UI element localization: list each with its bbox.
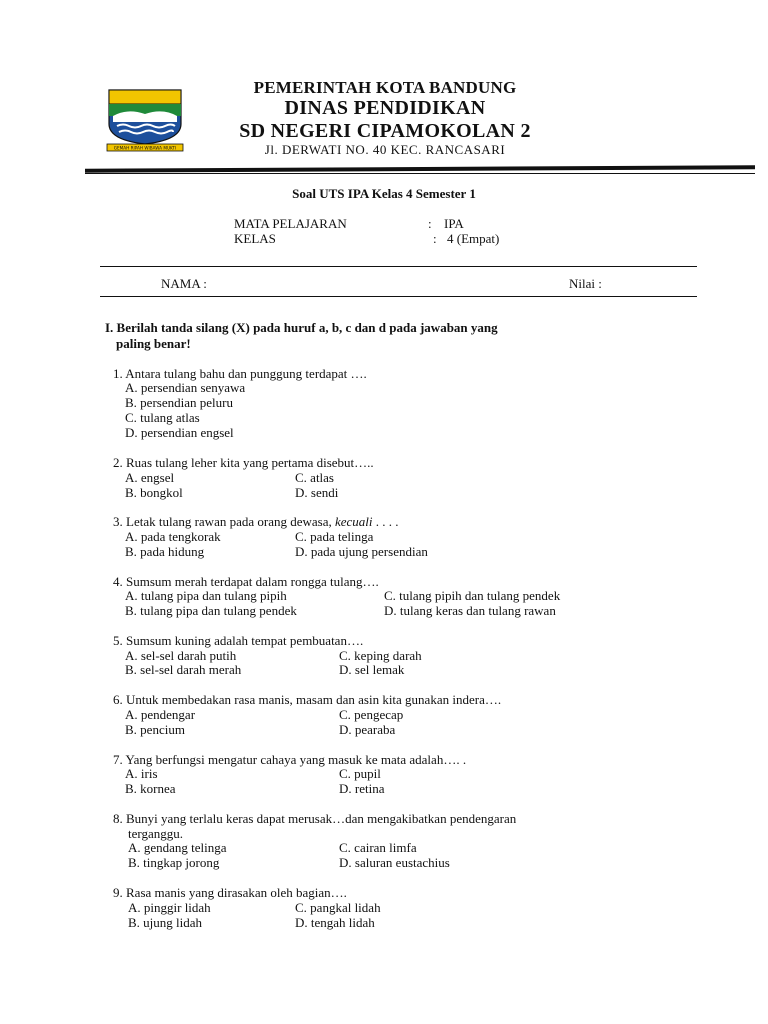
subject-value: IPA [444, 216, 464, 231]
question-4-option-b[interactable]: B. tulang pipa dan tulang pendek [125, 603, 297, 618]
header-government: PEMERINTAH KOTA BANDUNG [253, 78, 517, 97]
question-9-option-a[interactable]: A. pinggir lidah [128, 900, 211, 915]
question-9-option-b[interactable]: B. ujung lidah [128, 915, 203, 930]
question-7-option-a[interactable]: A. iris [125, 766, 158, 781]
question-4-option-a[interactable]: A. tulang pipa dan tulang pipih [125, 588, 287, 603]
header-school: SD NEGERI CIPAMOKOLAN 2 [239, 120, 531, 142]
score-label: Nilai : [569, 276, 602, 291]
question-1-stem: 1. Antara tulang bahu dan punggung terdapat …. [113, 366, 367, 381]
question-5-option-a[interactable]: A. sel-sel darah putih [125, 648, 237, 663]
name-box-top-line [100, 266, 697, 267]
question-9-option-d[interactable]: D. tengah lidah [295, 915, 375, 930]
question-5-stem: 5. Sumsum kuning adalah tempat pembuatan…. [113, 633, 364, 648]
question-6-option-d[interactable]: D. pearaba [339, 722, 396, 737]
header-address: Jl. DERWATI NO. 40 KEC. RANCASARI [264, 142, 506, 157]
question-3-option-c[interactable]: C. pada telinga [295, 529, 374, 544]
question-5-option-c[interactable]: C. keping darah [339, 648, 422, 663]
instruction-line-2: paling benar! [116, 336, 191, 351]
question-8-option-c[interactable]: C. cairan limfa [339, 840, 417, 855]
question-2-option-b[interactable]: B. bongkol [125, 485, 183, 500]
question-7-option-d[interactable]: D. retina [339, 781, 385, 796]
question-4-option-c[interactable]: C. tulang pipih dan tulang pendek [384, 588, 561, 603]
question-4-option-d[interactable]: D. tulang keras dan tulang rawan [384, 603, 556, 618]
question-8-stem-line-2: terganggu. [128, 826, 183, 841]
question-7-stem: 7. Yang berfungsi mengatur cahaya yang masuk ke mata adalah…. . [113, 752, 467, 767]
question-1-option-d[interactable]: D. persendian engsel [125, 425, 234, 440]
city-emblem-logo [103, 86, 187, 154]
question-5-option-b[interactable]: B. sel-sel darah merah [125, 662, 242, 677]
subject-label: MATA PELAJARAN [234, 216, 347, 231]
subject-separator: : [428, 216, 432, 231]
question-7-option-c[interactable]: C. pupil [339, 766, 381, 781]
question-2-option-a[interactable]: A. engsel [125, 470, 175, 485]
question-8-stem-line-1: 8. Bunyi yang terlalu keras dapat merusak…dan mengakibatkan pendengaran [113, 811, 517, 826]
question-3-stem: 3. Letak tulang rawan pada orang dewasa, kecuali . . . . [113, 514, 399, 529]
question-5-option-d[interactable]: D. sel lemak [339, 662, 405, 677]
question-2-option-d[interactable]: D. sendi [295, 485, 339, 500]
question-6-option-b[interactable]: B. pencium [125, 722, 185, 737]
question-6-option-c[interactable]: C. pengecap [339, 707, 404, 722]
header-divider-thick [85, 165, 755, 173]
instruction-line-1: I. Berilah tanda silang (X) pada huruf a, b, c dan d pada jawaban yang [105, 320, 498, 335]
header-department: DINAS PENDIDIKAN [284, 97, 486, 119]
class-label: KELAS [234, 231, 276, 246]
question-4-stem: 4. Sumsum merah terdapat dalam rongga tulang…. [113, 574, 379, 589]
svg-text:GEMAH RIPAH WIBAWA MUKTI: GEMAH RIPAH WIBAWA MUKTI [113, 145, 177, 151]
exam-title: Soal UTS IPA Kelas 4 Semester 1 [292, 186, 476, 201]
question-3-option-b[interactable]: B. pada hidung [125, 544, 205, 559]
question-2-stem: 2. Ruas tulang leher kita yang pertama disebut….. [113, 455, 374, 470]
class-separator: : [433, 231, 437, 246]
question-9-stem: 9. Rasa manis yang dirasakan oleh bagian…. [113, 885, 347, 900]
question-9-option-c[interactable]: C. pangkal lidah [295, 900, 381, 915]
question-2-option-c[interactable]: C. atlas [295, 470, 334, 485]
question-8-option-b[interactable]: B. tingkap jorong [128, 855, 220, 870]
header-divider-thin [85, 173, 755, 174]
question-3-option-d[interactable]: D. pada ujung persendian [295, 544, 428, 559]
class-value: 4 (Empat) [447, 231, 500, 246]
question-3-emphasis: kecuali [335, 514, 373, 529]
question-7-option-b[interactable]: B. kornea [125, 781, 176, 796]
question-3-option-a[interactable]: A. pada tengkorak [125, 529, 221, 544]
name-box-bottom-line [100, 296, 697, 297]
question-8-option-a[interactable]: A. gendang telinga [128, 840, 227, 855]
question-6-option-a[interactable]: A. pendengar [125, 707, 196, 722]
question-1-option-a[interactable]: A. persendian senyawa [125, 380, 246, 395]
question-1-option-c[interactable]: C. tulang atlas [125, 410, 200, 425]
question-1-option-b[interactable]: B. persendian peluru [125, 395, 233, 410]
question-6-stem: 6. Untuk membedakan rasa manis, masam dan asin kita gunakan indera…. [113, 692, 502, 707]
question-8-option-d[interactable]: D. saluran eustachius [339, 855, 450, 870]
name-label: NAMA : [161, 276, 207, 291]
